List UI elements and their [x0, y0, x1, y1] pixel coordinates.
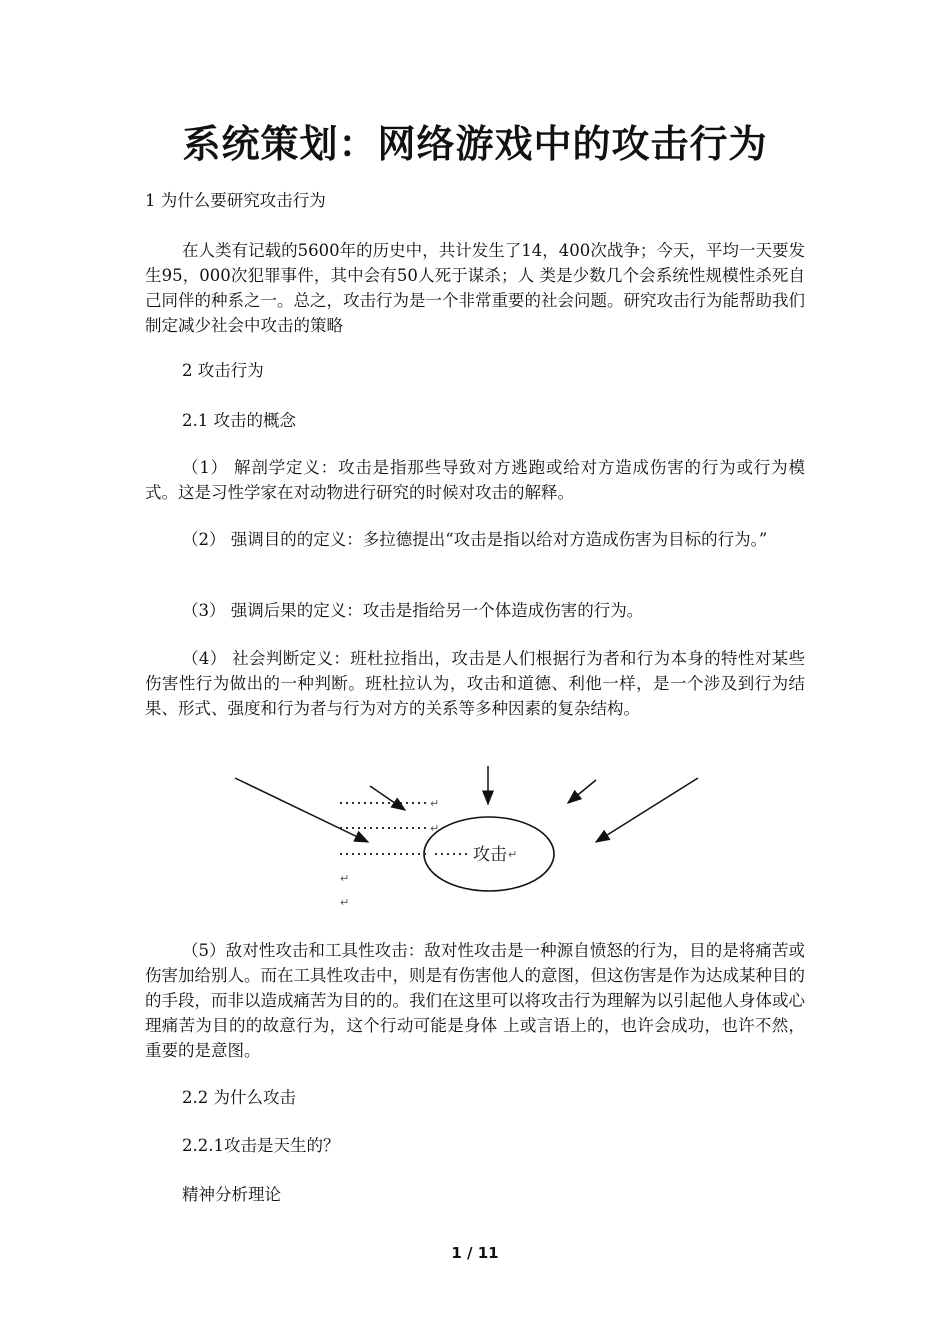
section-1-body: 在人类有记载的5600年的历史中，共计发生了14，400次战争；今天，平均一天要发生95，000次犯罪事件，其中会有50人死于谋杀；人 类是少数几个会系统性规模性杀死自己同伴的种系之一。总之，攻击行为是一个非常重要的社会问题。研究攻击行为能帮助我们制定减少社会中攻击的策略 [145, 241, 805, 335]
page-number: 1 / 11 [451, 1244, 499, 1262]
psychoanalysis-heading: 精神分析理论 [182, 1185, 281, 1204]
definition-4: （4） 社会判断定义：班杜拉指出，攻击是人们根据行为者和行为本身的特性对某些伤害性行为做出的一种判断。班杜拉认为，攻击和道德、利他一样，是一个涉及到行为结果、形式、强度和行为者与行为对方的关系等多种因素的复杂结构。 [145, 649, 805, 718]
page-title: 系统策划：网络游戏中的攻击行为 [182, 122, 768, 166]
definition-1: （1） 解剖学定义：攻击是指那些导致对方逃跑或给对方造成伤害的行为或行为模式。这是习性学家在对动物进行研究的时候对攻击的解释。 [145, 458, 805, 502]
arrow-right-long [596, 778, 698, 842]
return-mark: ↵ [340, 872, 350, 885]
return-mark: ↵ [508, 848, 518, 861]
return-mark: ↵ [430, 797, 440, 810]
aggression-diagram [230, 758, 710, 918]
section-1-heading: 1 为什么要研究攻击行为 [145, 191, 326, 210]
arrow-right-short [568, 780, 596, 803]
return-mark: ↵ [430, 822, 440, 835]
section-2-2-heading: 2.2 为什么攻击 [182, 1088, 296, 1107]
section-2-2-1-heading: 2.2.1攻击是天生的？ [182, 1136, 340, 1155]
section-2-heading: 2 攻击行为 [182, 361, 264, 380]
definition-5: （5）敌对性攻击和工具性攻击：敌对性攻击是一种源自愤怒的行为，目的是将痛苦或伤害加给别人。而在工具性攻击中，则是有伤害他人的意图，但这伤害是作为达成某种目的的手段，而非以造成痛苦为目的的。我们在这里可以将攻击行为理解为以引起他人身体或心理痛苦为目的的故意行为，这个行动可能是身体 上或言语上的，也许会成功，也许不然，重要的是意图。 [145, 941, 805, 1060]
definition-3: （3） 强调后果的定义：攻击是指给另一个体造成伤害的行为。 [182, 601, 644, 620]
arrow-left-short [370, 786, 405, 810]
attack-label: 攻击 [473, 845, 507, 865]
arrow-left-long [235, 778, 368, 842]
return-mark: ↵ [340, 896, 350, 909]
definition-2: （2） 强调目的的定义：多拉德提出“攻击是指以给对方造成伤害为目标的行为。” [182, 530, 768, 549]
section-2-1-heading: 2.1 攻击的概念 [182, 411, 296, 430]
